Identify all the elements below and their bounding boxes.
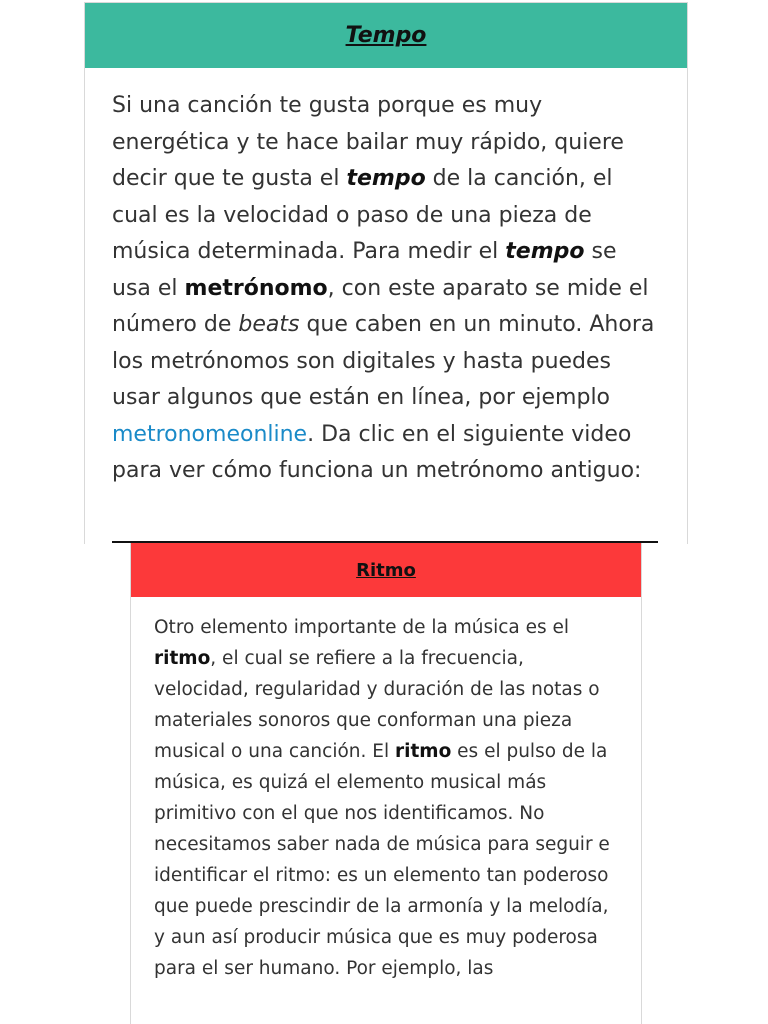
tempo-header [85, 3, 687, 68]
ritmo-text-2: , el cual se refiere a la frecuencia, velocidad, regularidad y duración de las notas o materiales sonoros que conforman una pieza musical o una canción. El [154, 648, 600, 762]
tempo-paragraph [85, 68, 687, 490]
tempo-text-3: se usa el [112, 239, 617, 301]
ritmo-term-2: ritmo [394, 741, 452, 762]
beats-term: beats [238, 312, 300, 337]
tempo-card [84, 2, 688, 544]
tempo-text-5: que caben en un minuto. Ahora los metrónomos son digitales y hasta puedes usar algunos que están en línea, por ejemplo [112, 312, 655, 410]
tempo-text-1: Si una canción te gusta porque es muy energética y te hace bailar muy rápido, quiere decir que te gusta el [112, 93, 624, 191]
ritmo-paragraph [131, 597, 641, 984]
tempo-text-2: de la canción, el cual es la velocidad o paso de una pieza de música determinada. Para medir el [112, 166, 613, 264]
ritmo-text-3: es el pulso de la música, es quizá el elemento musical más primitivo con el que nos identificamos. No necesitamos saber nada de música para seguir e identificar el ritmo: es un elemento tan poderoso que puede prescindir de la armonía y la melodía, y aun así producir música que es muy poderosa para el ser humano. Por ejemplo, las [154, 741, 610, 979]
metronomo-term: metrónomo [184, 275, 328, 301]
tempo-text-4: , con este aparato se mide el número de [112, 275, 649, 337]
tempo-text-6: . Da clic en el siguiente video para ver cómo funciona un metrónomo antiguo: [112, 421, 642, 483]
metronomeonline-link[interactable]: metronomeonline [112, 421, 308, 447]
tempo-title: Tempo [345, 23, 427, 48]
ritmo-card [130, 543, 642, 1024]
ritmo-term-1: ritmo [154, 648, 211, 669]
ritmo-header [131, 543, 641, 597]
ritmo-text-1: Otro elemento importante de la música es el [154, 617, 570, 638]
ritmo-title: Ritmo [356, 559, 416, 581]
tempo-term-1: tempo [346, 166, 426, 191]
tempo-term-2: tempo [505, 239, 585, 264]
